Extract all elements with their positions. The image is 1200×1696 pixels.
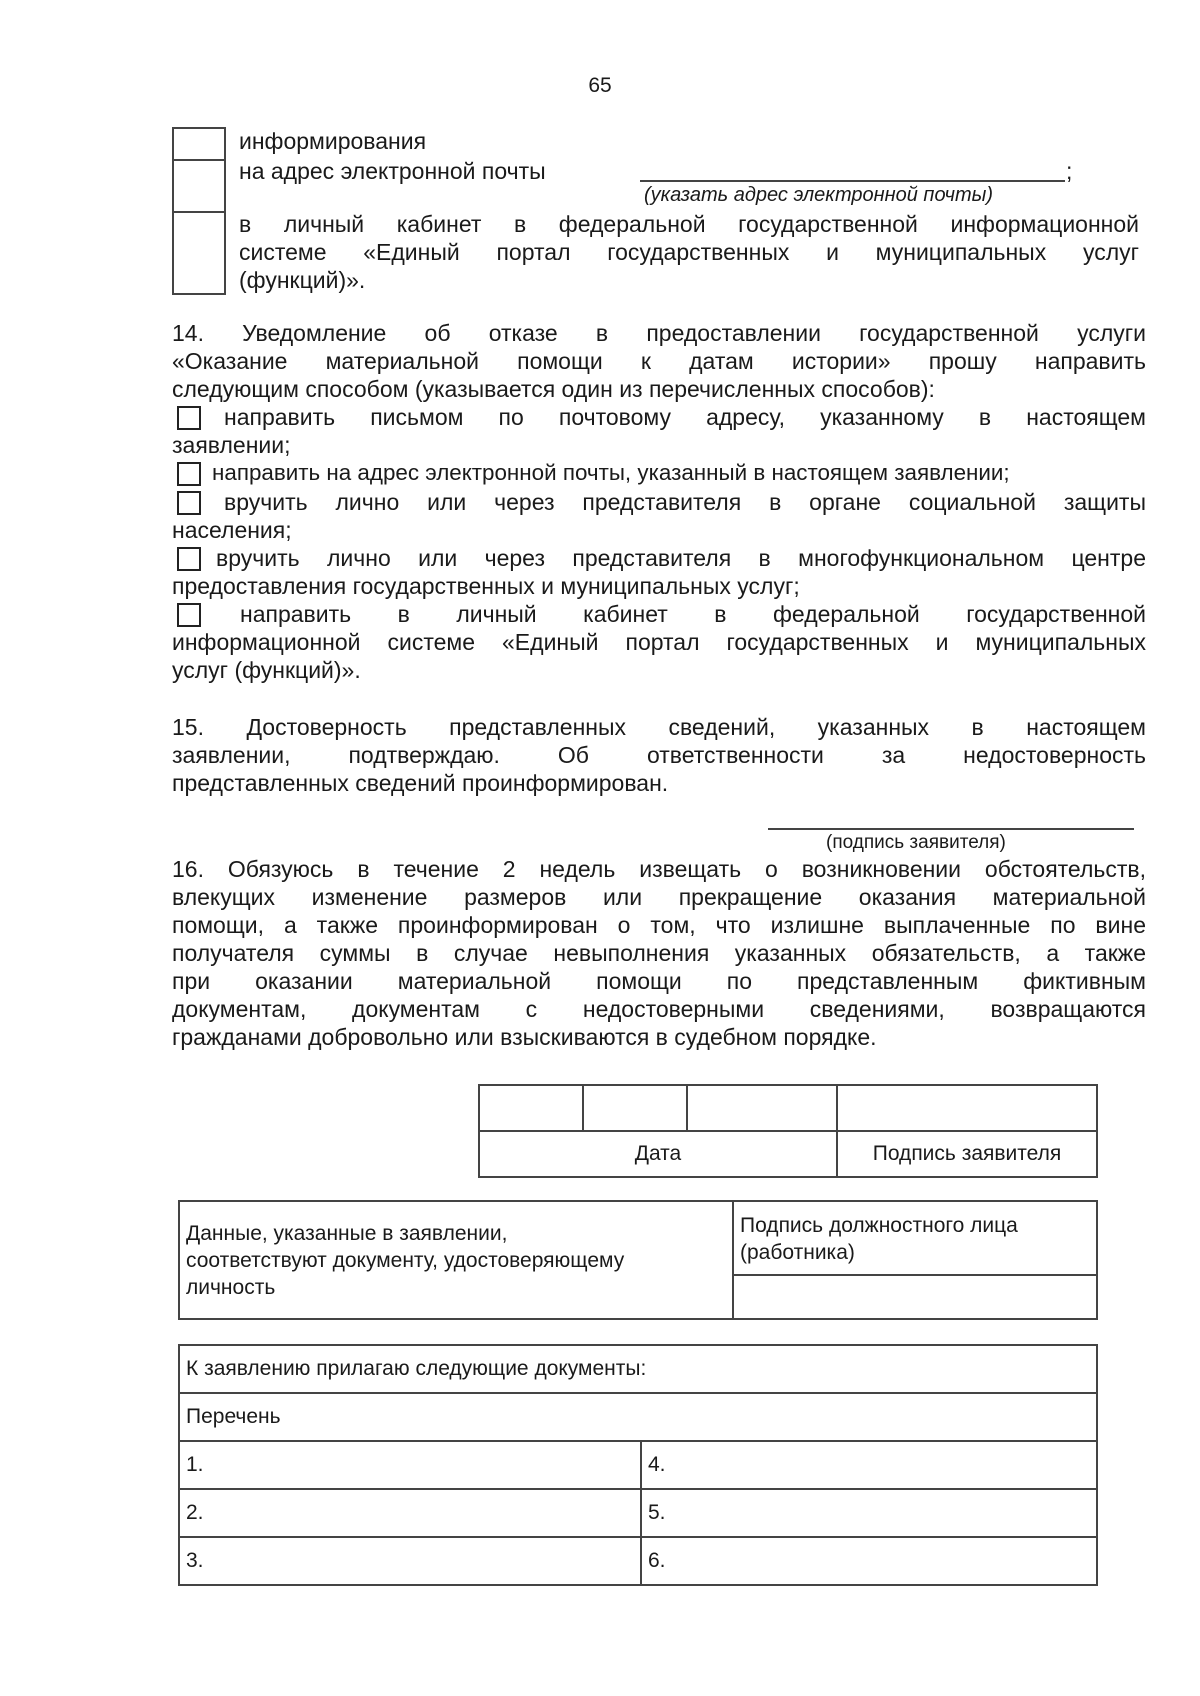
item14-opt5-line2: информационной системе «Единый портал государственных и муниципальных	[172, 629, 1146, 655]
applicant-signature-line[interactable]	[768, 828, 1134, 830]
item14-opt2-line1: направить на адрес электронной почты, указанный в настоящем заявлении;	[212, 460, 1010, 485]
email-hint: (указать адрес электронной почты)	[644, 184, 994, 206]
checkbox-email-notify[interactable]	[177, 462, 201, 486]
official-signature-line1: Подпись должностного лица	[740, 1214, 1018, 1237]
cabinet-label-line2: системе «Единый портал государственных и муниципальных услуг	[239, 239, 1139, 265]
official-verification-table	[178, 1200, 1098, 1320]
date-month-cell[interactable]	[583, 1085, 687, 1131]
item16-line5: при оказании материальной помощи по представленным фиктивным	[172, 968, 1146, 994]
item14-opt3-line2: населения;	[172, 517, 292, 543]
doc-item-3[interactable]: 3.	[179, 1537, 641, 1585]
official-signature-line2: (работника)	[740, 1241, 855, 1264]
item14-opt5-line3: услуг (функций)».	[172, 657, 361, 683]
official-signature-cell[interactable]	[733, 1275, 1097, 1319]
doc-item-2[interactable]: 2.	[179, 1489, 641, 1537]
date-signature-table	[478, 1084, 1098, 1178]
date-year-cell[interactable]	[687, 1085, 837, 1131]
id-check-line3: личность	[186, 1275, 276, 1299]
item16-line3: помощи, а также проинформирован о том, что излишне выплаченные по вине	[172, 912, 1146, 938]
cabinet-label-line3: (функций)».	[239, 267, 366, 293]
item15-line1: 15. Достоверность представленных сведений, указанных в настоящем	[172, 714, 1146, 740]
email-label: на адрес электронной почты	[239, 158, 546, 184]
item14-opt1-line1: направить письмом по почтовому адресу, указанному в настоящем	[224, 404, 1146, 430]
item14-line3: следующим способом (указывается один из перечисленных способов):	[172, 376, 935, 402]
applicant-signature-label: Подпись заявителя	[837, 1131, 1097, 1177]
informing-label: информирования	[239, 128, 427, 154]
email-suffix: ;	[1066, 158, 1073, 184]
doc-item-6[interactable]: 6.	[641, 1537, 1097, 1585]
checkbox-email[interactable]	[174, 161, 224, 213]
item16-line1: 16. Обязуюсь в течение 2 недель извещать о возникновении обстоятельств,	[172, 856, 1146, 882]
email-address-field[interactable]	[640, 180, 1065, 182]
page-number: 65	[588, 74, 612, 97]
checkbox-cabinet[interactable]	[174, 213, 224, 293]
item15-line3: представленных сведений проинформирован.	[172, 770, 669, 796]
applicant-signature-hint: (подпись заявителя)	[826, 832, 1006, 853]
checkbox-postal[interactable]	[177, 406, 201, 430]
item14-line2: «Оказание материальной помощи к датам истории» прошу направить	[172, 348, 1146, 374]
item15-line2: заявлении, подтверждаю. Об ответственности за недостоверность	[172, 742, 1146, 768]
item14-opt3-line1: вручить лично или через представителя в органе социальной защиты	[224, 489, 1146, 515]
checkbox-social-office[interactable]	[177, 491, 201, 515]
attached-documents-table	[178, 1344, 1098, 1586]
item16-line2: влекущих изменение размеров или прекращение оказания материальной	[172, 884, 1146, 910]
checkbox-portal-cabinet[interactable]	[177, 603, 201, 627]
checkbox-mfc[interactable]	[177, 547, 201, 571]
date-label: Дата	[479, 1131, 837, 1177]
id-check-line2: соответствуют документу, удостоверяющему	[186, 1248, 625, 1272]
item16-line7: гражданами добровольно или взыскиваются в судебном порядке.	[172, 1024, 877, 1050]
checkbox-column	[172, 127, 226, 295]
item14-opt4-line1: вручить лично или через представителя в многофункциональном центре	[216, 545, 1146, 571]
docs-list-label: Перечень	[179, 1393, 1097, 1441]
date-day-cell[interactable]	[479, 1085, 583, 1131]
applicant-signature-cell[interactable]	[837, 1085, 1097, 1131]
doc-item-1[interactable]: 1.	[179, 1441, 641, 1489]
item16-line6: документам, документам с недостоверными сведениями, возвращаются	[172, 996, 1146, 1022]
item14-opt4-line2: предоставления государственных и муниципальных услуг;	[172, 573, 800, 599]
item16-line4: получателя суммы в случае невыполнения указанных обязательств, а также	[172, 940, 1146, 966]
id-check-text	[179, 1201, 733, 1319]
checkbox-informing[interactable]	[174, 129, 224, 161]
doc-item-4[interactable]: 4.	[641, 1441, 1097, 1489]
item14-opt1-line2: заявлении;	[172, 432, 291, 458]
item14-line1: 14. Уведомление об отказе в предоставлении государственной услуги	[172, 320, 1146, 346]
item14-opt5-line1: направить в личный кабинет в федеральной государственной	[240, 601, 1146, 627]
doc-item-5[interactable]: 5.	[641, 1489, 1097, 1537]
official-signature-label	[733, 1201, 1097, 1275]
id-check-line1: Данные, указанные в заявлении,	[186, 1221, 508, 1245]
cabinet-label-line1: в личный кабинет в федеральной государственной информационной	[239, 211, 1139, 237]
docs-header: К заявлению прилагаю следующие документы:	[179, 1345, 1097, 1393]
